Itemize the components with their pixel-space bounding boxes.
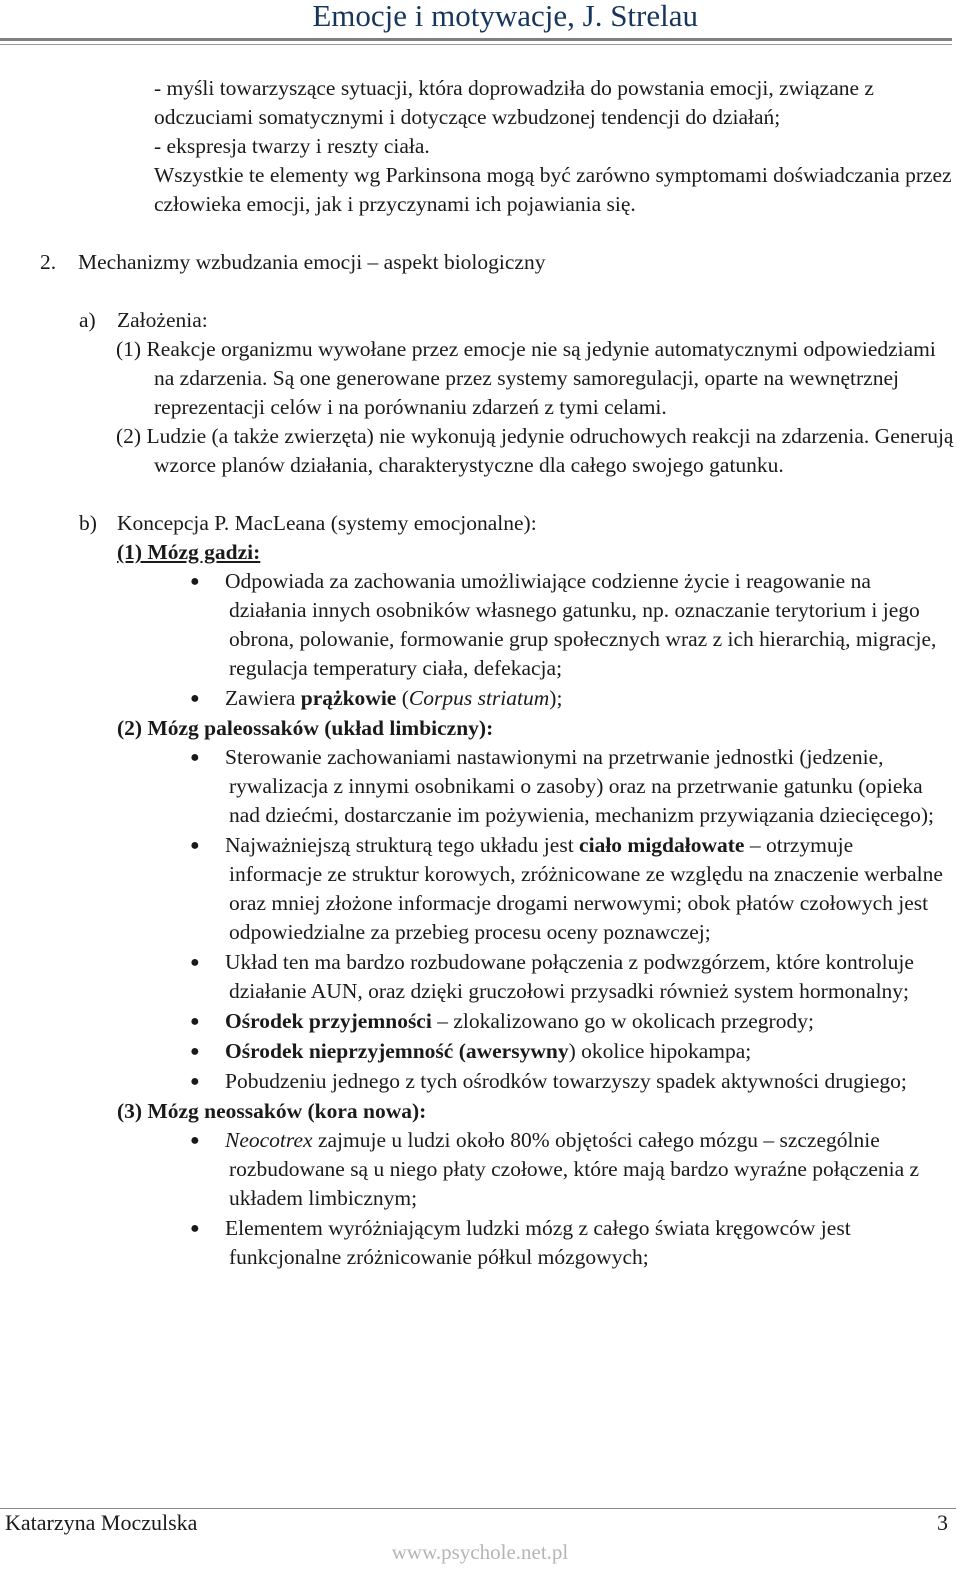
list-item: ● Zawiera prążkowie (Corpus striatum);: [0, 684, 960, 713]
intro-summary: Wszystkie te elementy wg Parkinsona mogą być zarówno symptomami doświadczania przez człowieka emocji, jak i przyczynami ich pojawiania się.: [154, 163, 952, 216]
paleomammalian-brain-heading: (2) Mózg paleossaków (układ limbiczny):: [117, 716, 494, 740]
bullet-icon: ●: [190, 573, 200, 590]
document-body: [0, 74, 960, 1273]
bullet-icon: ●: [190, 690, 200, 707]
list-item: ● Najważniejszą strukturą tego układu jest ciało migdałowate – otrzymuje informacje ze struktur korowych, zróżnicowane ze względu na znaczenie werbalne oraz mniej złożone informacje drogami nerwowymi; obok płatów czołowych jest odpowiedzialne za przebieg procesu oceny poznawczej;: [190, 833, 943, 944]
footer-website: www.psychole.net.pl: [391, 1540, 569, 1564]
subsection-a-label: a): [79, 308, 96, 332]
header-rule-thin: [0, 44, 952, 45]
reptilian-brain-heading: [0, 538, 960, 567]
section-2-title: Mechanizmy wzbudzania emocji – aspekt biologiczny: [78, 250, 546, 274]
header-rule: [0, 38, 952, 41]
bullet-icon: ●: [190, 837, 200, 854]
list-item: ● Pobudzeniu jednego z tych ośrodków towarzyszy spadek aktywności drugiego;: [0, 1067, 960, 1096]
amygdala-term: ciało migdałowate: [579, 833, 745, 857]
aversive-center-term: Ośrodek nieprzyjemność (awersywny: [225, 1039, 569, 1063]
subsection-b-label: b): [79, 511, 97, 535]
list-item: ● Neocotrex zajmuje u ludzi około 80% objętości całego mózgu – szczególnie rozbudowane są u niego płaty czołowe, które mają bardzo wyraźne połączenia z układem limbicznym;: [190, 1128, 920, 1210]
bullet-icon: ●: [190, 1013, 200, 1030]
subsection-b-heading: [0, 509, 960, 538]
neomammalian-brain-heading: (3) Mózg neossaków (kora nowa):: [117, 1099, 427, 1123]
reptilian-brain-list: [0, 567, 960, 713]
bullet-icon: ●: [190, 749, 200, 766]
bullet-icon: ●: [190, 1220, 200, 1237]
reptilian-brain-title: (1) Mózg gadzi:: [117, 540, 261, 564]
footer-author: Katarzyna Moczulska: [5, 1510, 198, 1535]
subsection-b-title: Koncepcja P. MacLeana (systemy emocjonalne):: [117, 511, 537, 535]
list-item: ● Układ ten ma bardzo rozbudowane połączenia z podwzgórzem, które kontroluje działanie AUN, oraz dzięki gruczołowi przysadki również system hormonalny;: [190, 950, 914, 1003]
subsection-a-title: Założenia:: [117, 308, 208, 332]
bullet-icon: ●: [190, 1043, 200, 1060]
list-item: ● Ośrodek przyjemności – zlokalizowano go w okolicach przegrody;: [0, 1007, 960, 1036]
assumption-2: (2) Ludzie (a także zwierzęta) nie wykonują jedynie odruchowych reakcji na zdarzenia. Generują wzorce planów działania, charakterystyczne dla całego swojego gatunku.: [116, 424, 954, 477]
list-item: ● Elementem wyróżniającym ludzki mózg z całego świata kręgowców jest funkcjonalne zróżnicowanie półkul mózgowych;: [190, 1216, 851, 1269]
page-footer: [0, 1508, 960, 1580]
list-item: ● Ośrodek nieprzyjemność (awersywny) okolice hipokampa;: [0, 1037, 960, 1066]
section-2-heading: [0, 248, 960, 277]
striatum-latin: Corpus striatum: [408, 686, 550, 710]
section-2-number: 2.: [40, 250, 57, 274]
header-title: Emocje i motywacje, J. Strelau: [312, 0, 698, 33]
list-item: ● Odpowiada za zachowania umożliwiające codzienne życie i reagowanie na działania innych osobników własnego gatunku, np. oznaczanie terytorium i jego obrona, polowanie, formowanie grup społecznych wraz z ich hierarchią, migracje, regulacja temperatury ciała, defekacja;: [190, 569, 937, 680]
page-header: [0, 0, 960, 44]
paleomammalian-brain-list: [0, 743, 960, 1096]
bullet-icon: ●: [190, 954, 200, 971]
intro-thoughts: - myśli towarzyszące sytuacji, która doprowadziła do powstania emocji, związane z odczuciami somatycznymi i dotyczące wzbudzonej tendencji do działań;: [154, 76, 874, 129]
neomammalian-brain-list: [0, 1126, 960, 1272]
striatum-term: prążkowie: [300, 686, 397, 710]
neocortex-term: Neocotrex: [225, 1128, 313, 1152]
footer-rule: [0, 1508, 956, 1509]
pleasure-center-term: Ośrodek przyjemności: [225, 1009, 432, 1033]
list-item: ● Sterowanie zachowaniami nastawionymi na przetrwanie jednostki (jedzenie, rywalizacja z innymi osobnikami o zasoby) oraz na przetrwanie gatunku (opieka nad dziećmi, dostarczanie im pożywienia, mechanizm przywiązania dziecięcego);: [190, 745, 934, 827]
page-number: 3: [937, 1510, 948, 1535]
bullet-icon: ●: [190, 1132, 200, 1149]
assumption-1: (1) Reakcje organizmu wywołane przez emocje nie są jedynie automatycznymi odpowiedziami na zdarzenia. Są one generowane przez systemy samoregulacji, oparte na wewnętrznej reprezentacji celów i na porównaniu zdarzeń z tymi celami.: [116, 337, 936, 419]
bullet-icon: ●: [190, 1073, 200, 1090]
subsection-a-heading: [0, 306, 960, 335]
intro-expression: - ekspresja twarzy i reszty ciała.: [154, 134, 430, 158]
